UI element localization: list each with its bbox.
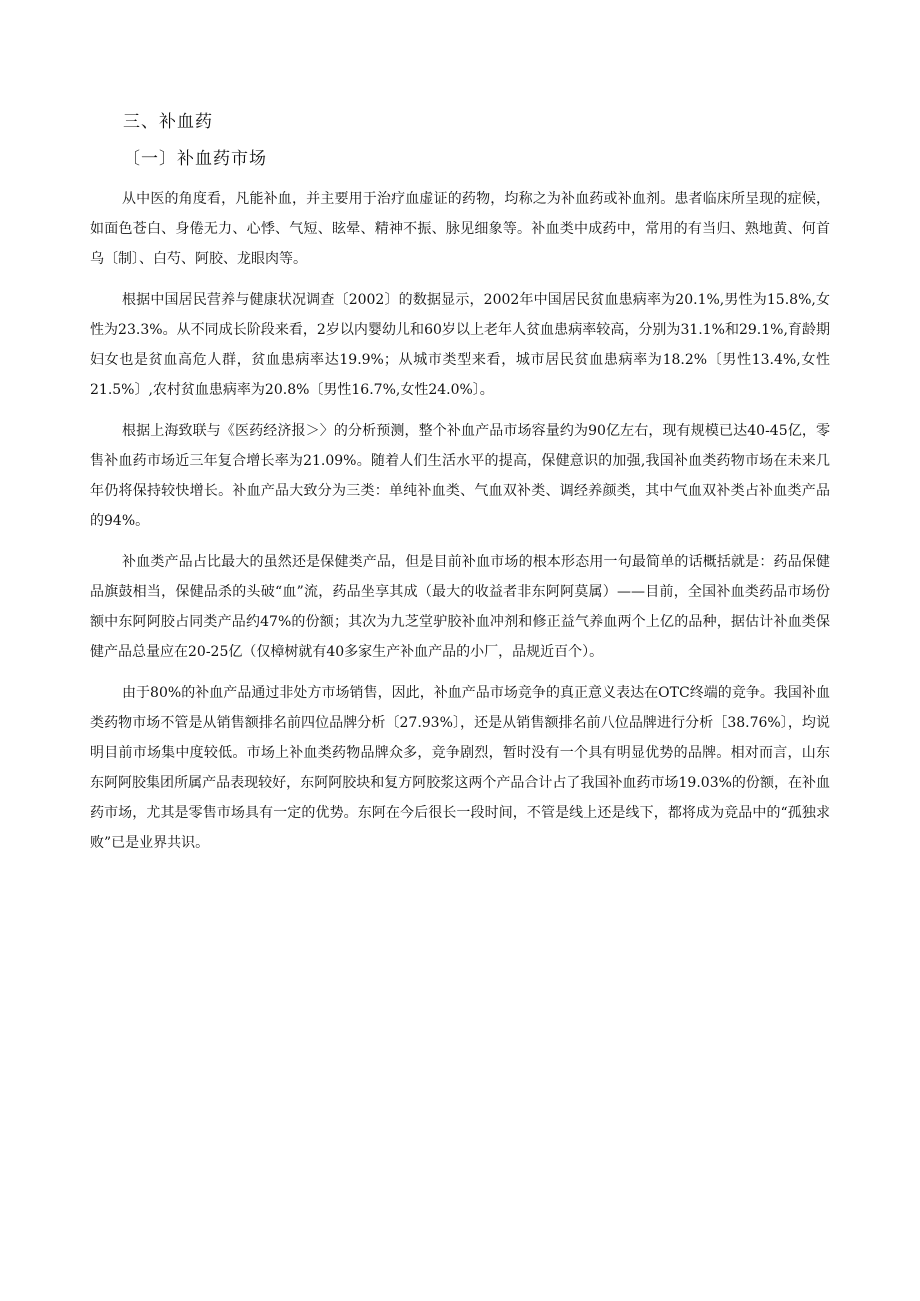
paragraph-competition: 由于80%的补血产品通过非处方市场销售，因此，补血产品市场竞争的真正意义表达在OTC终端的竞争。我国补血类药物市场不管是从销售额排名前四位品牌分析〔27.93%〕，还是从销售额排名前八位品牌进行分析［38.76%〕，均说明目前市场集中度较低。市场上补血类药物品牌众多，竞争剧烈，暂时没有一个具有明显优势的品牌。相对而言，山东东阿阿胶集团所属产品表现较好，东阿阿胶块和复方阿胶浆这两个产品合计占了我国补血药市场19.03%的份额，在补血药市场，尤其是零售市场具有一定的优势。东阿在今后很长一段时间，不管是线上还是线下，都将成为竞品中的“孤独求败”已是业界共识。: [90, 685, 830, 851]
section-heading: 三、补血药: [123, 112, 213, 132]
body-text: [90, 184, 830, 869]
paragraph-anemia-statistics: 根据中国居民营养与健康状况调查〔2002〕的数据显示，2002年中国居民贫血患病率为20.1%,男性为15.8%,女性为23.3%。从不同成长阶段来看，2岁以内婴幼儿和60岁以上老年人贫血患病率较高，分别为31.1%和29.1%,育龄期妇女也是贫血高危人群，贫血患病率达19.9%；从城市类型来看，城市居民贫血患病率为18.2%〔男性13.4%,女性21.5%〕,农村贫血患病率为20.8%〔男性16.7%,女性24.0%〕。: [90, 292, 830, 398]
paragraph-definition: 从中医的角度看，凡能补血，并主要用于治疗血虚证的药物，均称之为补血药或补血剂。患者临床所呈现的症候，如面色苍白、身倦无力、心悸、气短、眩晕、精神不振、脉见细象等。补血类中成药中，常用的有当归、熟地黄、何首乌〔制〕、白芍、阿胶、龙眼肉等。: [90, 191, 830, 267]
paragraph-market-structure: 补血类产品占比最大的虽然还是保健类产品，但是目前补血市场的根本形态用一句最简单的话概括就是：药品保健品旗鼓相当，保健品杀的头破“血”流，药品坐享其成（最大的收益者非东阿阿莫属）——目前，全国补血类药品市场份额中东阿阿胶占同类产品约47%的份额；其次为九芝堂驴胶补血冲剂和修正益气养血两个上亿的品种，据估计补血类保健产品总量应在20-25亿（仅樟树就有40多家生产补血产品的小厂，品规近百个）。: [90, 554, 830, 660]
subsection-heading: 〔一〕补血药市场: [123, 149, 267, 169]
paragraph-market-forecast: 根据上海致联与《医药经济报＞〉的分析预测，整个补血产品市场容量约为90亿左右，现有规模已达40-45亿，零售补血药市场近三年复合增长率为21.09%。随着人们生活水平的提高，保健意识的加强,我国补血类药物市场在未来几年仍将保持较快增长。补血产品大致分为三类：单纯补血类、气血双补类、调经养颜类，其中气血双补类占补血类产品的94%。: [90, 423, 830, 529]
